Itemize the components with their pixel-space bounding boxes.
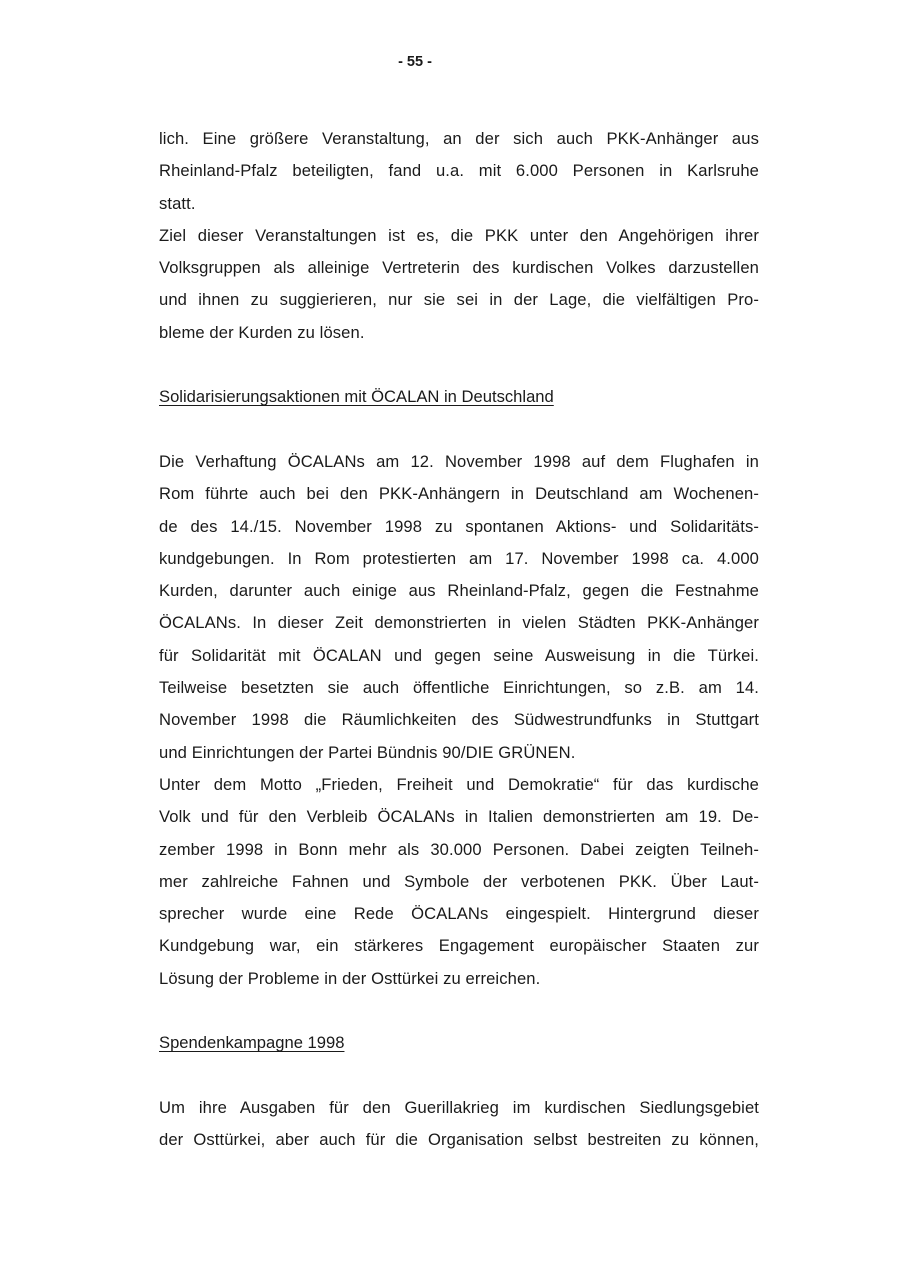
paragraph-gap xyxy=(159,1060,759,1092)
body-line: Ziel dieser Veranstaltungen ist es, die PKK unter den Angehörigen ihrer xyxy=(159,225,759,245)
section-heading-solidarity xyxy=(159,381,759,413)
body-line: Die Verhaftung ÖCALANs am 12. November 1998 auf dem Flughafen in xyxy=(159,451,759,471)
body-line: Kundgebung war, ein stärkeres Engagement europäischer Staaten zur xyxy=(159,936,759,956)
body-line: zember 1998 in Bonn mehr als 30.000 Personen. Dabei zeigten Teilneh- xyxy=(159,839,759,859)
page-body xyxy=(159,123,759,1157)
body-line: Lösung der Probleme in der Osttürkei zu erreichen. xyxy=(159,968,541,988)
paragraph-gap xyxy=(159,995,759,1027)
body-line: mer zahlreiche Fahnen und Symbole der verbotenen PKK. Über Laut- xyxy=(159,871,759,891)
section-heading-text: Spendenkampagne 1998 xyxy=(159,1033,345,1053)
body-line: Volksgruppen als alleinige Vertreterin des kurdischen Volkes darzustellen xyxy=(159,258,759,278)
body-line: für Solidarität mit ÖCALAN und gegen seine Ausweisung in die Türkei. xyxy=(159,645,759,665)
body-line: Unter dem Motto „Frieden, Freiheit und Demokratie“ für das kurdische xyxy=(159,774,759,794)
body-line: und Einrichtungen der Partei Bündnis 90/DIE GRÜNEN. xyxy=(159,742,576,762)
body-line: der Osttürkei, aber auch für die Organisation selbst bestreiten zu können, xyxy=(159,1130,759,1150)
body-line: Rom führte auch bei den PKK-Anhängern in Deutschland am Wochenen- xyxy=(159,484,759,504)
body-line: Um ihre Ausgaben für den Guerillakrieg im kurdischen Siedlungsgebiet xyxy=(159,1097,759,1117)
section-heading-donations xyxy=(159,1027,759,1059)
body-line: de des 14./15. November 1998 zu spontanen Aktions- und Solidaritäts- xyxy=(159,516,759,536)
body-line: November 1998 die Räumlichkeiten des Südwestrundfunks in Stuttgart xyxy=(159,710,759,730)
section-heading-text: Solidarisierungsaktionen mit ÖCALAN in Deutschland xyxy=(159,387,554,407)
body-line: sprecher wurde eine Rede ÖCALANs eingespielt. Hintergrund dieser xyxy=(159,904,759,924)
body-line: und ihnen zu suggierieren, nur sie sei in der Lage, die vielfältigen Pro- xyxy=(159,290,759,310)
body-line: Volk und für den Verbleib ÖCALANs in Italien demonstrierten am 19. De- xyxy=(159,807,759,827)
body-line: Teilweise besetzten sie auch öffentliche Einrichtungen, so z.B. am 14. xyxy=(159,678,759,698)
body-line: kundgebungen. In Rom protestierten am 17. November 1998 ca. 4.000 xyxy=(159,548,759,568)
paragraph-gap xyxy=(159,414,759,446)
body-line: Kurden, darunter auch einige aus Rheinland-Pfalz, gegen die Festnahme xyxy=(159,581,759,601)
page-number: - 55 - xyxy=(398,54,432,70)
body-line: Rheinland-Pfalz beteiligten, fand u.a. mit 6.000 Personen in Karlsruhe xyxy=(159,161,759,181)
body-line: statt. xyxy=(159,193,196,213)
paragraph-gap xyxy=(159,349,759,381)
body-line: ÖCALANs. In dieser Zeit demonstrierten in vielen Städten PKK-Anhänger xyxy=(159,613,759,633)
body-line: lich. Eine größere Veranstaltung, an der sich auch PKK-Anhänger aus xyxy=(159,129,759,148)
body-line: bleme der Kurden zu lösen. xyxy=(159,322,365,342)
